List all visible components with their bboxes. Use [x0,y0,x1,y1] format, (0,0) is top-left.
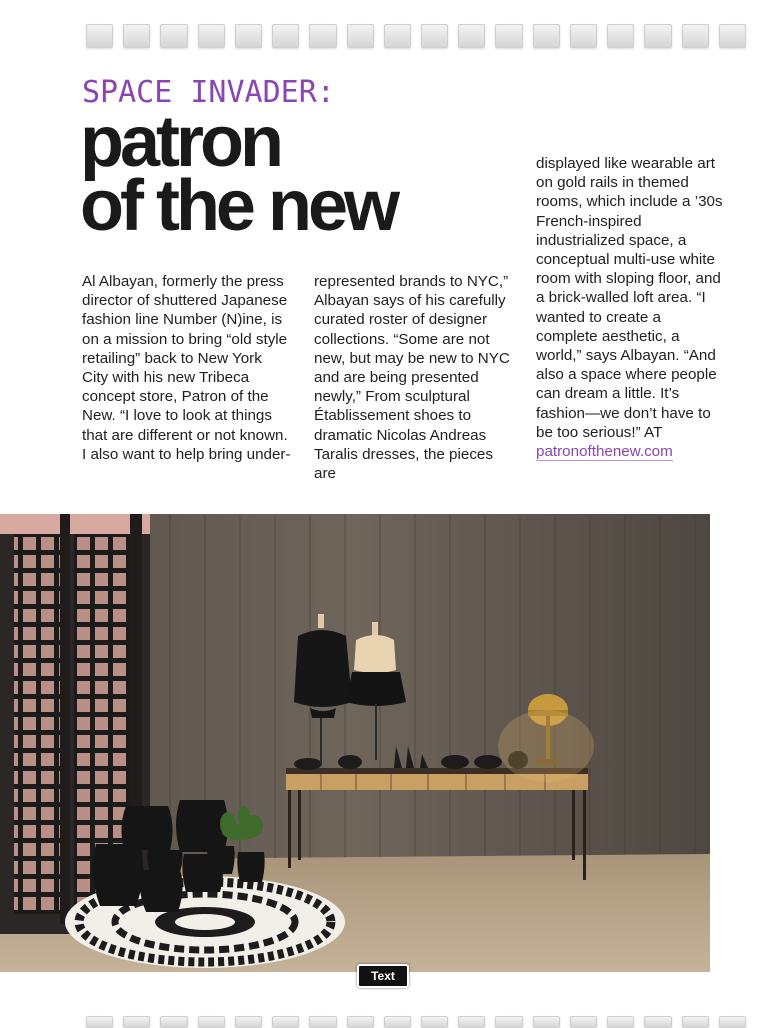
binding-tab [719,1016,746,1028]
column-3-text: displayed like wearable art on gold rails in themed rooms, which include a ’30s French-inspired industrialized space, a conceptual multi-use white room with sloping floor, and a brick-walled loft area. “I wanted to create a complete aesthetic, a world,” says Albayan. “And also a space where people can dream a little. It’s fashion—we don’t have to be too serious!” AT [536,155,723,441]
binding-tab [123,24,150,48]
store-interior-photo [0,514,710,972]
binding-tab [495,1016,522,1028]
binding-tab [682,24,709,48]
page-binding-tabs-bottom [86,1016,746,1026]
binding-tab [421,24,448,48]
binding-tab [309,1016,336,1028]
binding-tab [272,24,299,48]
binding-tab [533,24,560,48]
article-kicker: SPACE INVADER: [82,75,335,110]
headline-line-1: patron [80,102,280,182]
binding-tab [86,1016,113,1028]
binding-tab [235,1016,262,1028]
article-column-1: Al Albayan, formerly the press director of shuttered Japanese fashion line Number (N)ine, is on a mission to bring “old style retailing” back to New York City with his new Tribeca concept store, Patron of the New. “I love to look at things that are different or not known. I also want to help bring under- [82,273,291,463]
binding-tab [570,24,597,48]
binding-tab [607,24,634,48]
store-website-link[interactable]: patronofthenew.com [536,443,673,461]
binding-tab [160,1016,187,1028]
binding-tab [198,1016,225,1028]
binding-tab [682,1016,709,1028]
binding-tab [384,24,411,48]
binding-tab [347,24,374,48]
binding-tab [644,24,671,48]
binding-tab [123,1016,150,1028]
article-column-2: represented brands to NYC,” Albayan says of his carefully curated roster of designer collections. “Some are not new, but may be new to NYC and are being presented newly,” From sculptural Établissement shoes to dramatic Nicolas Andreas Taralis dresses, the pieces are [314,273,510,483]
binding-tab [458,24,485,48]
binding-tab [607,1016,634,1028]
binding-tab [495,24,522,48]
headline-line-2: of the new [80,166,396,246]
binding-tab [347,1016,374,1028]
binding-tab [719,24,746,48]
page-binding-tabs-top [86,24,746,48]
binding-tab [570,1016,597,1028]
binding-tab [198,24,225,48]
binding-tab [160,24,187,48]
binding-tab [86,24,113,48]
text-view-button[interactable]: Text [357,964,409,988]
binding-tab [272,1016,299,1028]
binding-tab [533,1016,560,1028]
article-column-3 [536,154,726,461]
binding-tab [384,1016,411,1028]
binding-tab [421,1016,448,1028]
binding-tab [458,1016,485,1028]
binding-tab [309,24,336,48]
binding-tab [644,1016,671,1028]
article-headline [80,102,396,246]
binding-tab [235,24,262,48]
